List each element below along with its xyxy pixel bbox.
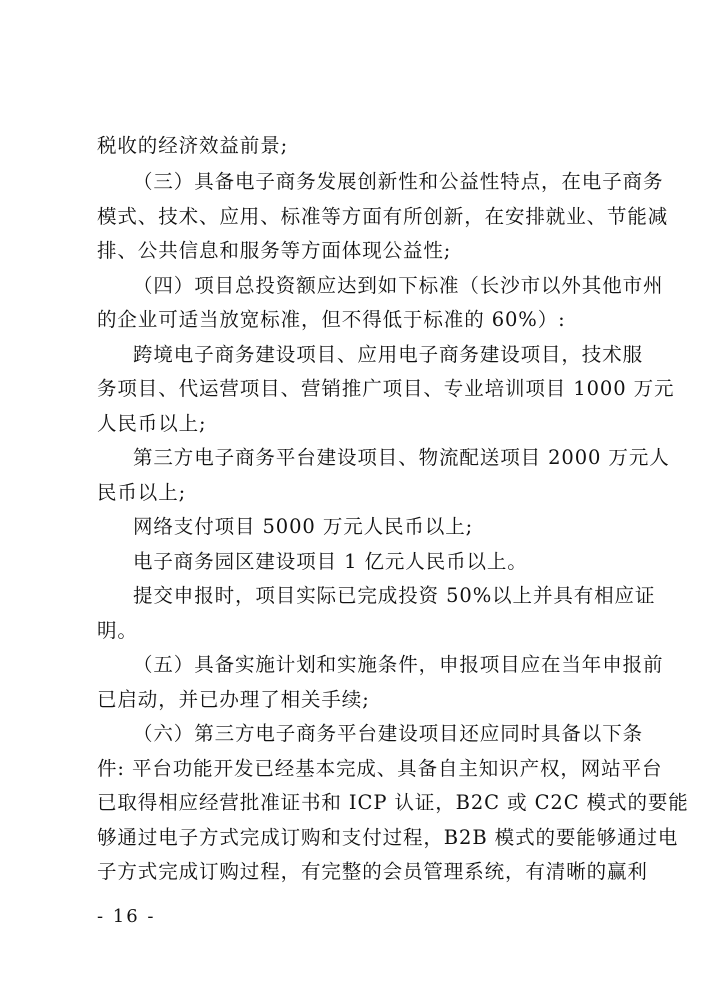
text-line: 够通过电子方式完成订购和支付过程，B2B 模式的要能够通过电 bbox=[97, 826, 679, 849]
text-line: 务项目、代运营项目、营销推广项目、专业培训项目 1000 万元 bbox=[97, 377, 675, 400]
text-line: （三）具备电子商务发展创新性和公益性特点，在电子商务 bbox=[133, 170, 664, 193]
text-line: 排、公共信息和服务等方面体现公益性; bbox=[97, 239, 452, 262]
page-number: - 16 - bbox=[97, 906, 156, 927]
text-line: 的企业可适当放宽标准，但不得低于标准的 60%）: bbox=[97, 308, 566, 331]
text-line: 税收的经济效益前景; bbox=[97, 134, 289, 157]
text-line: 人民币以上; bbox=[97, 412, 207, 435]
text-line: （五）具备实施计划和实施条件，申报项目应在当年申报前 bbox=[133, 653, 664, 676]
text-line: 件: 平台功能开发已经基本完成、具备自主知识产权，网站平台 bbox=[97, 757, 663, 780]
text-line: 子方式完成订购过程，有完整的会员管理系统，有清晰的赢利 bbox=[97, 860, 648, 883]
text-line: 网络支付项目 5000 万元人民币以上; bbox=[133, 515, 474, 538]
text-line: 跨境电子商务建设项目、应用电子商务建设项目，技术服 bbox=[133, 343, 644, 366]
text-line: 电子商务园区建设项目 1 亿元人民币以上。 bbox=[133, 550, 528, 573]
text-line: 已启动，并已办理了相关手续; bbox=[97, 688, 370, 711]
text-line: 民币以上; bbox=[97, 481, 187, 504]
text-line: 明。 bbox=[97, 619, 138, 642]
text-line: 第三方电子商务平台建设项目、物流配送项目 2000 万元人 bbox=[133, 446, 670, 469]
text-line: 模式、技术、应用、标准等方面有所创新，在安排就业、节能减 bbox=[97, 205, 669, 228]
text-line: 已取得相应经营批准证书和 ICP 认证，B2C 或 C2C 模式的要能 bbox=[97, 791, 689, 814]
text-line: 提交申报时，项目实际已完成投资 50%以上并具有相应证 bbox=[133, 584, 656, 607]
text-line: （六）第三方电子商务平台建设项目还应同时具备以下条 bbox=[133, 722, 644, 745]
text-line: （四）项目总投资额应达到如下标准（长沙市以外其他市州 bbox=[133, 274, 664, 297]
